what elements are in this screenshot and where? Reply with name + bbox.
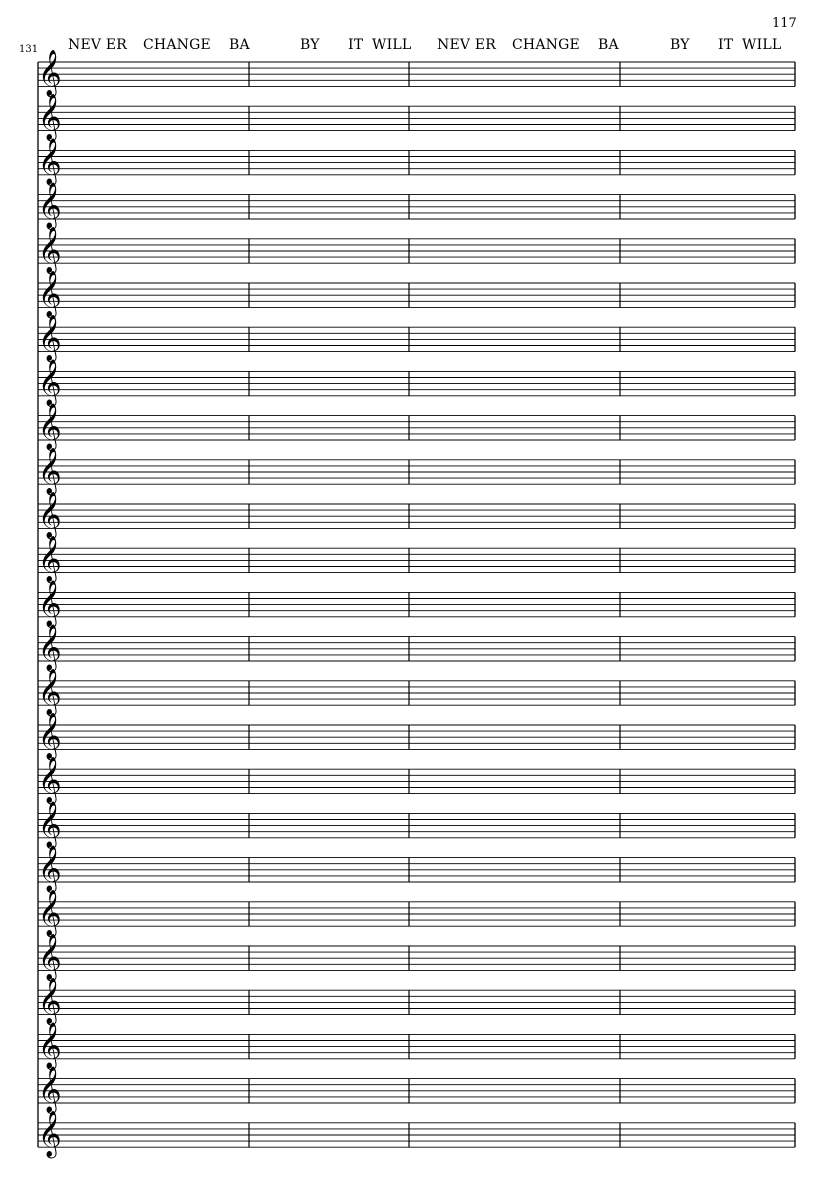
- treble-clef-icon: 𝄞: [38, 889, 62, 936]
- measure-number: 131: [19, 44, 39, 55]
- treble-clef-icon: 𝄞: [38, 403, 62, 450]
- treble-clef-icon: 𝄞: [38, 359, 62, 406]
- staff: [38, 890, 795, 938]
- treble-clef-icon: 𝄞: [38, 271, 62, 317]
- treble-clef-icon: 𝄞: [38, 801, 62, 848]
- lyric-syllable: CHANGE: [512, 37, 580, 53]
- lyric-syllable: BA: [229, 37, 250, 53]
- treble-clef-icon: 𝄞: [38, 580, 62, 627]
- treble-clef-icon: 𝄞: [38, 668, 62, 715]
- staff: [38, 757, 795, 805]
- treble-clef-icon: 𝄞: [38, 94, 62, 141]
- treble-clef-icon: 𝄞: [38, 138, 62, 185]
- staff: [38, 978, 795, 1026]
- staff: [38, 846, 795, 894]
- staff: [38, 183, 795, 231]
- staff: [38, 492, 795, 540]
- treble-clef-icon: 𝄞: [38, 536, 62, 583]
- treble-clef-icon: 𝄞: [38, 1110, 62, 1157]
- treble-clef-icon: 𝄞: [38, 492, 62, 538]
- treble-clef-icon: 𝄞: [38, 845, 62, 892]
- staff: [38, 448, 795, 496]
- treble-clef-icon: 𝄞: [38, 624, 62, 671]
- staff: [38, 801, 795, 849]
- staff: [38, 315, 795, 363]
- treble-clef-icon: 𝄞: [38, 757, 62, 804]
- treble-clef-icon: 𝄞: [38, 447, 62, 494]
- staff: [38, 227, 795, 275]
- staff: [38, 1111, 795, 1159]
- treble-clef-icon: 𝄞: [38, 226, 62, 273]
- treble-clef-icon: 𝄞: [38, 1022, 62, 1069]
- staff: [38, 713, 795, 761]
- treble-clef-icon: 𝄞: [38, 315, 62, 362]
- lyric-syllable: CHANGE: [143, 37, 211, 53]
- staff: [38, 138, 795, 186]
- staff: [38, 669, 795, 717]
- lyric-syllable: IT: [718, 37, 734, 53]
- staff: [38, 580, 795, 628]
- staff: [38, 1022, 795, 1070]
- treble-clef-icon: 𝄞: [38, 1066, 62, 1113]
- treble-clef-icon: 𝄞: [38, 182, 62, 229]
- treble-clef-icon: 𝄞: [38, 934, 62, 980]
- staff: [38, 50, 795, 98]
- lyric-syllable: NEV ER: [437, 37, 496, 53]
- staff: [38, 625, 795, 673]
- staff: [38, 359, 795, 407]
- treble-clef-icon: 𝄞: [38, 713, 62, 759]
- lyric-syllable: NEV ER: [68, 37, 127, 53]
- lyric-syllable: IT: [348, 37, 364, 53]
- lyric-syllable: WILL: [372, 37, 412, 53]
- treble-clef-icon: 𝄞: [38, 978, 62, 1025]
- staff: [38, 1067, 795, 1115]
- staff: [38, 404, 795, 452]
- lyric-syllable: BY: [670, 37, 690, 53]
- page-number: 117: [772, 16, 797, 31]
- staff: [38, 271, 795, 319]
- staff: [38, 94, 795, 142]
- lyric-syllable: WILL: [742, 37, 782, 53]
- staff: [38, 536, 795, 584]
- treble-clef-icon: 𝄞: [38, 50, 62, 96]
- lyric-syllable: BA: [598, 37, 619, 53]
- lyric-syllable: BY: [300, 37, 320, 53]
- staff: [38, 934, 795, 982]
